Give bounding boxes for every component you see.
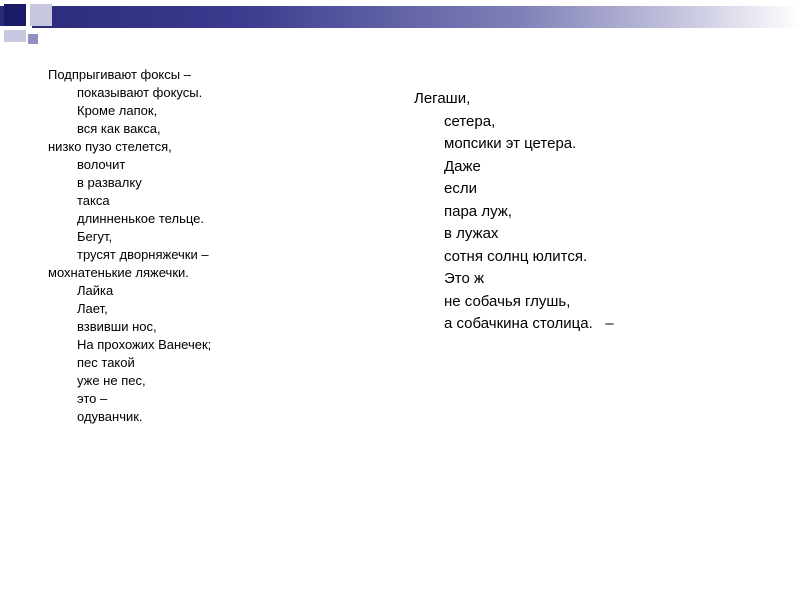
poem-line: пара луж, — [444, 202, 512, 220]
poem-line: Бегут, — [77, 229, 113, 244]
poem-left-column — [48, 66, 388, 426]
poem-line: волочит — [77, 157, 126, 172]
poem-line: а собачкина столица. – — [444, 315, 614, 332]
decor-divider-horizontal — [0, 26, 32, 30]
poem-line: длинненькое тельце. — [77, 211, 204, 226]
decor-square-small — [28, 34, 38, 44]
poem-right-column — [414, 88, 774, 336]
poem-line: мопсики эт цетера. — [444, 135, 577, 152]
poem-line: взвивши нос, — [77, 319, 157, 334]
poem-line: Легаши, — [414, 90, 471, 107]
decor-square-light — [30, 4, 52, 26]
poem-line: Лает, — [77, 301, 108, 316]
poem-line: пес такой — [77, 355, 135, 370]
header-bar — [0, 6, 800, 28]
poem-line: Это ж — [444, 270, 485, 287]
poem-line: трусят дворняжечки – — [77, 247, 209, 262]
poem-line: в лужах — [444, 225, 499, 242]
poem-line: одуванчик. — [77, 409, 143, 424]
poem-line: мохнатенькие ляжечки. — [48, 265, 189, 280]
decor-square-light-lower — [4, 30, 26, 42]
poem-line: сотня солнц юлится. — [444, 247, 588, 265]
poem-line: вся как вакса, — [77, 121, 161, 136]
poem-line: Даже — [444, 157, 481, 175]
poem-line: не собачья глушь, — [444, 292, 571, 310]
poem-line: Кроме лапок, — [77, 103, 158, 118]
poem-line: если — [444, 180, 477, 197]
poem-line: Подпрыгивают фоксы – — [48, 67, 191, 82]
poem-line: сетера, — [444, 112, 496, 130]
poem-line: это – — [77, 391, 108, 406]
decor-square-dark — [4, 4, 26, 26]
poem-line: в развалку — [77, 175, 142, 190]
poem-line: показывают фокусы. — [77, 85, 203, 100]
poem-line: уже не пес, — [77, 373, 146, 388]
poem-line: На прохожих Ванечек; — [77, 337, 212, 352]
poem-line: низко пузо стелется, — [48, 139, 172, 154]
poem-line: Лайка — [77, 283, 114, 298]
poem-line: такса — [77, 193, 110, 208]
